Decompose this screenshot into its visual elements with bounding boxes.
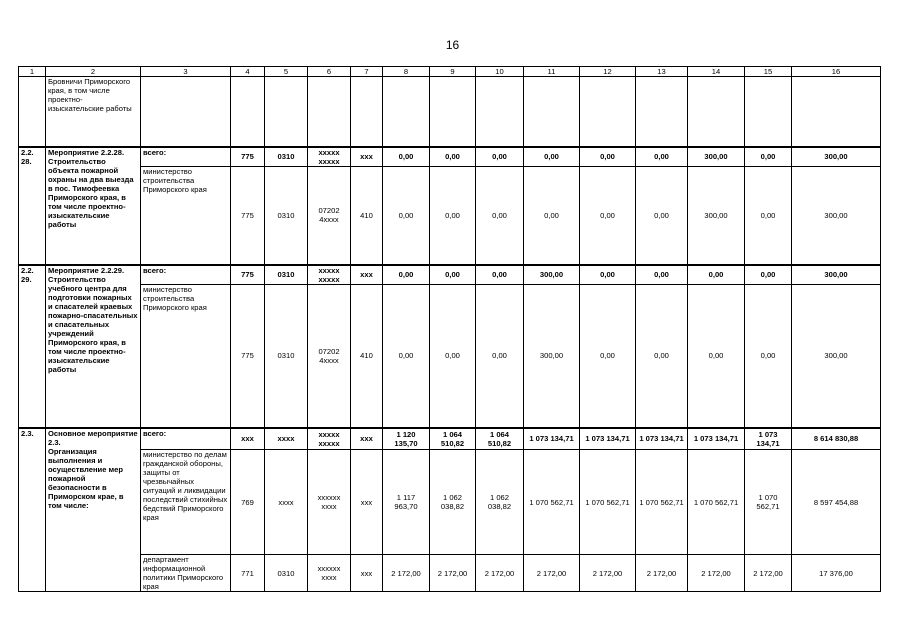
cell: 8 597 454,88 bbox=[792, 450, 881, 555]
cell: 0310 bbox=[265, 555, 308, 592]
cell: 0,00 bbox=[383, 265, 430, 285]
cell: 775 bbox=[231, 167, 265, 265]
measure-title: Мероприятие 2.2.29. bbox=[48, 265, 125, 275]
budget-table bbox=[18, 66, 881, 592]
cell: 0,00 bbox=[476, 147, 524, 167]
col-header: 5 bbox=[265, 67, 308, 77]
table-row bbox=[19, 147, 881, 167]
measure-text: Строительство объекта пожарной охраны на два выезда в пос. Тимофеевка Приморского края, в том числе проектно-изыскательские работы bbox=[48, 156, 134, 229]
cell: 300,00 bbox=[524, 265, 580, 285]
cell: 0,00 bbox=[580, 147, 636, 167]
cell: 0310 bbox=[265, 285, 308, 428]
cell: xxxx bbox=[265, 450, 308, 555]
measure-description bbox=[46, 147, 141, 265]
cell: xxxxxx xxxx bbox=[308, 450, 351, 555]
cell: 0,00 bbox=[688, 285, 745, 428]
cell: 0,00 bbox=[383, 167, 430, 265]
total-label: всего: bbox=[141, 265, 231, 285]
cell: 771 bbox=[231, 555, 265, 592]
cell: 775 bbox=[231, 285, 265, 428]
measure-text: Строительство учебного центра для подготовки пожарных и спасателей краевых пожарно-спасательных и спасательных учреждений Приморского края, в том числе проектно-изыскательские работы bbox=[48, 274, 138, 374]
cell: 0,00 bbox=[524, 147, 580, 167]
col-header: 4 bbox=[231, 67, 265, 77]
cell: xxxxx xxxxx bbox=[308, 147, 351, 167]
cell: 2 172,00 bbox=[430, 555, 476, 592]
cell: 1 073 134,71 bbox=[580, 428, 636, 450]
cell: 0,00 bbox=[524, 167, 580, 265]
cell: 2 172,00 bbox=[580, 555, 636, 592]
cell: 775 bbox=[231, 147, 265, 167]
cell: 300,00 bbox=[688, 167, 745, 265]
cell: 0,00 bbox=[430, 265, 476, 285]
cell: 0,00 bbox=[745, 265, 792, 285]
page-number: 16 bbox=[445, 38, 460, 52]
cell: 1 070 562,71 bbox=[688, 450, 745, 555]
cell: 1 073 134,71 bbox=[745, 428, 792, 450]
col-header: 8 bbox=[383, 67, 430, 77]
cell: 0,00 bbox=[745, 147, 792, 167]
col-header: 9 bbox=[430, 67, 476, 77]
cell: xxx bbox=[351, 450, 383, 555]
col-header: 2 bbox=[46, 67, 141, 77]
cell: 1 064 510,82 bbox=[430, 428, 476, 450]
agency-label: департамент информационной политики Приморского края bbox=[141, 555, 231, 592]
table-row bbox=[19, 265, 881, 285]
cell: xxxx bbox=[265, 428, 308, 450]
cell: 17 376,00 bbox=[792, 555, 881, 592]
table-row bbox=[19, 167, 881, 265]
measure-description bbox=[46, 265, 141, 428]
row-number: 2.2. 28. bbox=[19, 147, 46, 265]
cell: 2 172,00 bbox=[636, 555, 688, 592]
cell: 0,00 bbox=[430, 285, 476, 428]
cell: 410 bbox=[351, 285, 383, 428]
col-header: 12 bbox=[580, 67, 636, 77]
cell: 775 bbox=[231, 265, 265, 285]
measure-description: Бровничи Приморского края, в том числе проектно-изыскательские работы bbox=[46, 77, 141, 147]
cell: xxxxx xxxxx bbox=[308, 265, 351, 285]
col-header: 7 bbox=[351, 67, 383, 77]
cell: 1 120 135,70 bbox=[383, 428, 430, 450]
cell: 2 172,00 bbox=[383, 555, 430, 592]
cell: 410 bbox=[351, 167, 383, 265]
agency-label: министерство строительства Приморского края bbox=[141, 167, 231, 265]
cell: 769 bbox=[231, 450, 265, 555]
cell: 1 073 134,71 bbox=[636, 428, 688, 450]
col-header: 10 bbox=[476, 67, 524, 77]
cell: 0,00 bbox=[636, 167, 688, 265]
cell: 0,00 bbox=[580, 167, 636, 265]
cell: 1 062 038,82 bbox=[430, 450, 476, 555]
cell: 1 070 562,71 bbox=[580, 450, 636, 555]
cell: 0,00 bbox=[383, 147, 430, 167]
cell: 2 172,00 bbox=[476, 555, 524, 592]
col-header: 15 bbox=[745, 67, 792, 77]
cell: 300,00 bbox=[792, 147, 881, 167]
cell: xxx bbox=[231, 428, 265, 450]
cell: 1 070 562,71 bbox=[745, 450, 792, 555]
cell: 0,00 bbox=[580, 285, 636, 428]
cell: 0,00 bbox=[636, 285, 688, 428]
row-number: 2.2. 29. bbox=[19, 265, 46, 428]
cell: 0,00 bbox=[636, 147, 688, 167]
col-header: 3 bbox=[141, 67, 231, 77]
cell: 07202 4xxxx bbox=[308, 167, 351, 265]
cell: 0,00 bbox=[476, 265, 524, 285]
cell: 0,00 bbox=[636, 265, 688, 285]
measure-title: Мероприятие 2.2.28. bbox=[48, 147, 125, 157]
cell: 8 614 830,88 bbox=[792, 428, 881, 450]
col-header: 16 bbox=[792, 67, 881, 77]
column-header-row bbox=[19, 67, 881, 77]
measure-description bbox=[46, 428, 141, 592]
cell: 1 062 038,82 bbox=[476, 450, 524, 555]
cell: 0,00 bbox=[430, 167, 476, 265]
cell: 1 117 963,70 bbox=[383, 450, 430, 555]
table-row bbox=[19, 450, 881, 555]
agency-label: министерство строительства Приморского края bbox=[141, 285, 231, 428]
agency-label: министерство по делам гражданской обороны, защиты от чрезвычайных ситуаций и ликвидации последствий стихийных бедствий Приморского края bbox=[141, 450, 231, 555]
cell: 0310 bbox=[265, 265, 308, 285]
cell: 2 172,00 bbox=[524, 555, 580, 592]
cell: 1 070 562,71 bbox=[636, 450, 688, 555]
cell: 0,00 bbox=[476, 167, 524, 265]
cell: 1 073 134,71 bbox=[524, 428, 580, 450]
cell: 0,00 bbox=[476, 285, 524, 428]
cell: 300,00 bbox=[792, 167, 881, 265]
cell: 0,00 bbox=[688, 265, 745, 285]
cell: 1 070 562,71 bbox=[524, 450, 580, 555]
cell: 300,00 bbox=[792, 285, 881, 428]
table-row bbox=[19, 77, 881, 147]
table-row bbox=[19, 285, 881, 428]
cell: 1 064 510,82 bbox=[476, 428, 524, 450]
cell: 300,00 bbox=[792, 265, 881, 285]
total-label: всего: bbox=[141, 428, 231, 450]
col-header: 11 bbox=[524, 67, 580, 77]
cell: 2 172,00 bbox=[688, 555, 745, 592]
cell: xxx bbox=[351, 265, 383, 285]
measure-text: Организация выполнения и осуществление мер пожарной безопасности в Приморском крае, в том числе: bbox=[48, 446, 124, 510]
total-label: всего: bbox=[141, 147, 231, 167]
cell: 1 073 134,71 bbox=[688, 428, 745, 450]
cell: 0,00 bbox=[745, 167, 792, 265]
cell: xxxxx xxxxx bbox=[308, 428, 351, 450]
cell: xxx bbox=[351, 428, 383, 450]
table-row bbox=[19, 555, 881, 592]
cell: 0310 bbox=[265, 147, 308, 167]
cell: 300,00 bbox=[688, 147, 745, 167]
cell: 0,00 bbox=[430, 147, 476, 167]
cell: 0,00 bbox=[580, 265, 636, 285]
cell: 300,00 bbox=[524, 285, 580, 428]
cell: 0,00 bbox=[383, 285, 430, 428]
cell: 0310 bbox=[265, 167, 308, 265]
cell: 2 172,00 bbox=[745, 555, 792, 592]
table-row bbox=[19, 428, 881, 450]
col-header: 6 bbox=[308, 67, 351, 77]
col-header: 1 bbox=[19, 67, 46, 77]
col-header: 14 bbox=[688, 67, 745, 77]
cell: 07202 4xxxx bbox=[308, 285, 351, 428]
measure-title: Основное мероприятие 2.3. bbox=[48, 428, 138, 447]
col-header: 13 bbox=[636, 67, 688, 77]
row-number: 2.3. bbox=[19, 428, 46, 592]
cell: xxx bbox=[351, 147, 383, 167]
cell: xxx bbox=[351, 555, 383, 592]
cell: xxxxxx xxxx bbox=[308, 555, 351, 592]
cell: 0,00 bbox=[745, 285, 792, 428]
